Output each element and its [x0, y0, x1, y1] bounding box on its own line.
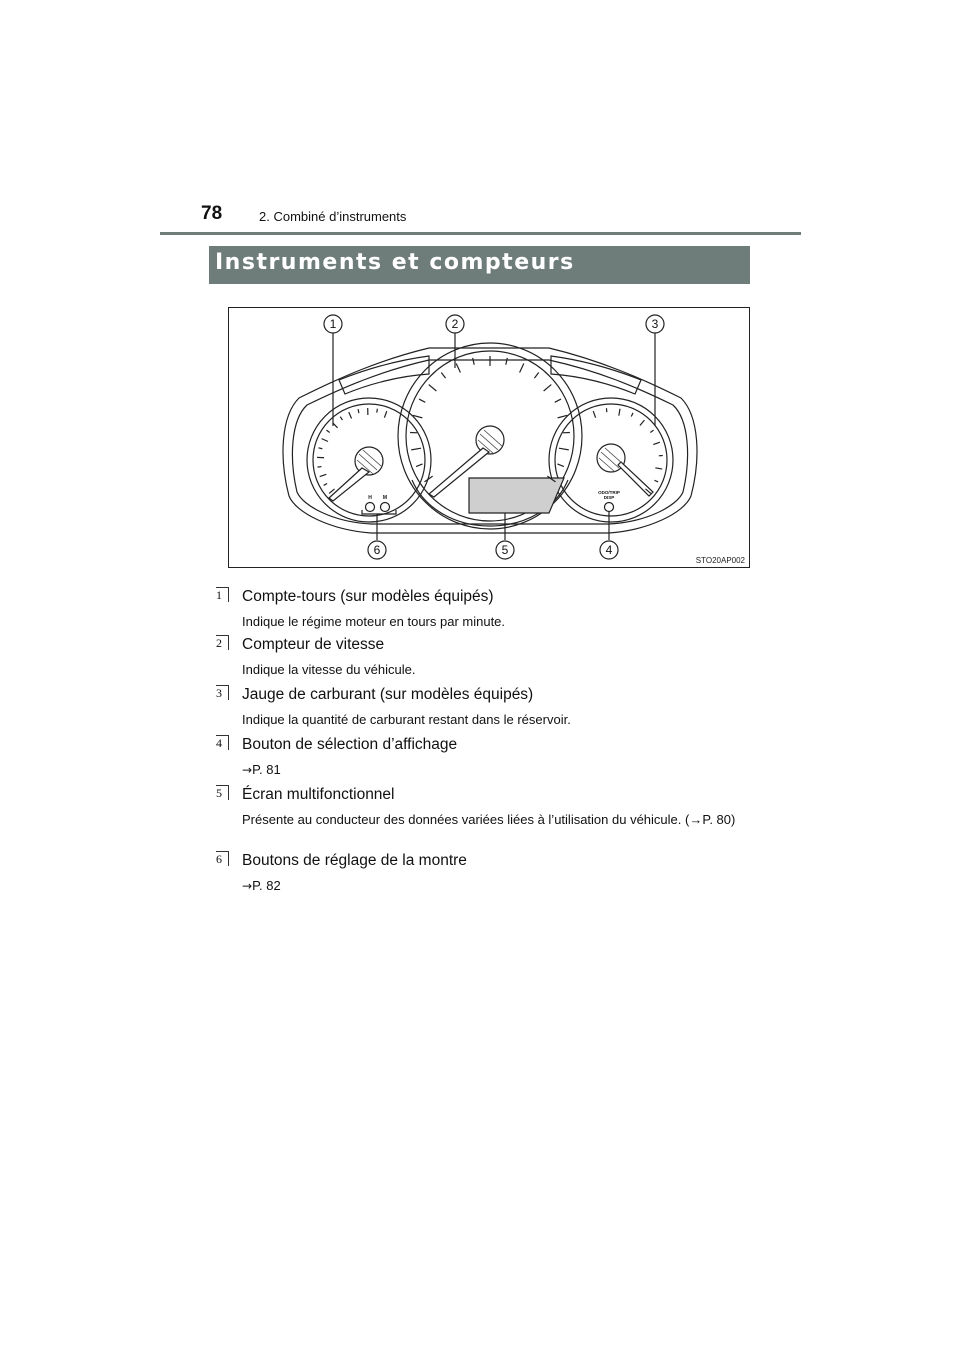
clock-h-button [366, 503, 375, 512]
chapter-title: 2. Combiné d’instruments [259, 209, 407, 224]
gauge-tick [655, 480, 659, 482]
header-rule [160, 232, 801, 235]
gauge-tick [349, 412, 352, 418]
instrument-cluster-figure [228, 307, 750, 568]
reference-arrow-icon: → [242, 763, 253, 777]
gauge-tick [320, 474, 327, 476]
gauge-tick [329, 489, 334, 493]
item-number: 5 [216, 785, 229, 800]
display-select-button [605, 503, 614, 512]
page-number: 78 [201, 203, 223, 224]
item-desc: Indique le régime moteur en tours par minute. [242, 614, 506, 629]
callout-3: 3 [651, 317, 659, 331]
item-ref-text: P. 81 [252, 762, 281, 777]
section-title: Instruments et compteurs [215, 250, 575, 275]
item-title: Bouton de sélection d’affichage [242, 736, 458, 753]
item-number: 1 [216, 587, 229, 602]
item-desc: Présente au conducteur des données variées liées à l’utilisation du véhicule. (→P. 80) [242, 812, 736, 827]
item-title: Compte-tours (sur modèles équipés) [242, 588, 494, 605]
item-number: 4 [216, 735, 229, 750]
gauge-tick [655, 468, 662, 469]
gauge-tick [619, 409, 620, 416]
clock-m-button [381, 503, 390, 512]
gauge-tick [384, 411, 386, 418]
clock-m-label: M [382, 495, 388, 501]
gauge-tick [534, 373, 538, 379]
gauge-tick [650, 430, 653, 432]
item-number: 6 [216, 851, 229, 866]
reference-arrow-icon: → [242, 879, 253, 893]
gauge-tick [416, 464, 422, 467]
gauge-tick [419, 399, 425, 402]
callout-4: 4 [605, 543, 613, 557]
gauge-tick [317, 467, 321, 468]
gauge-tick [653, 442, 660, 444]
item-number: 2 [216, 635, 229, 650]
multi-information-display [469, 478, 564, 513]
item-title: Boutons de réglage de la montre [242, 852, 467, 869]
gauge-tick [322, 439, 328, 442]
item-desc: Indique la quantité de carburant restant dans le réservoir. [242, 712, 571, 727]
gauge-tick [506, 358, 508, 365]
gauge-tick [593, 411, 595, 418]
gauge-tick [324, 483, 327, 485]
item-title: Écran multifonctionnel [242, 786, 395, 803]
clock-h-label: H [368, 495, 372, 501]
gauge-tick [318, 448, 322, 449]
figure-code: STO20AP002 [695, 556, 745, 565]
gauge-tick [429, 385, 437, 391]
callout-5: 5 [501, 543, 509, 557]
callout-2: 2 [451, 317, 459, 331]
gauge-tick [559, 448, 569, 450]
instrument-cluster-illustration [229, 308, 750, 568]
tachometer-dial [307, 398, 431, 522]
gauge-tick [557, 464, 563, 467]
gauge-tick [631, 413, 633, 417]
item-title: Compteur de vitesse [242, 636, 385, 653]
item-desc [242, 762, 745, 778]
item-title: Jauge de carburant (sur modèles équipés) [242, 686, 534, 703]
gauge-tick [456, 363, 460, 372]
gauge-tick [555, 399, 561, 402]
gauge-tick [640, 420, 644, 425]
odo-trip-label: ODO/TRIP [598, 490, 620, 495]
gauge-tick [520, 363, 524, 372]
callout-6: 6 [373, 543, 381, 557]
gauge-tick [411, 448, 421, 450]
gauge-tick [377, 409, 378, 413]
gauge-tick [340, 417, 342, 420]
callout-1: 1 [329, 317, 337, 331]
gauge-tick [544, 385, 552, 391]
disp-label: DISP [603, 495, 615, 500]
gauge-tick [441, 373, 445, 379]
item-desc: Indique la vitesse du véhicule. [242, 662, 416, 677]
gauge-tick [358, 409, 359, 413]
gauge-tick [326, 430, 329, 432]
item-ref-text: P. 82 [252, 878, 281, 893]
item-number: 3 [216, 685, 229, 700]
item-desc [242, 878, 745, 894]
gauge-tick [473, 358, 475, 365]
